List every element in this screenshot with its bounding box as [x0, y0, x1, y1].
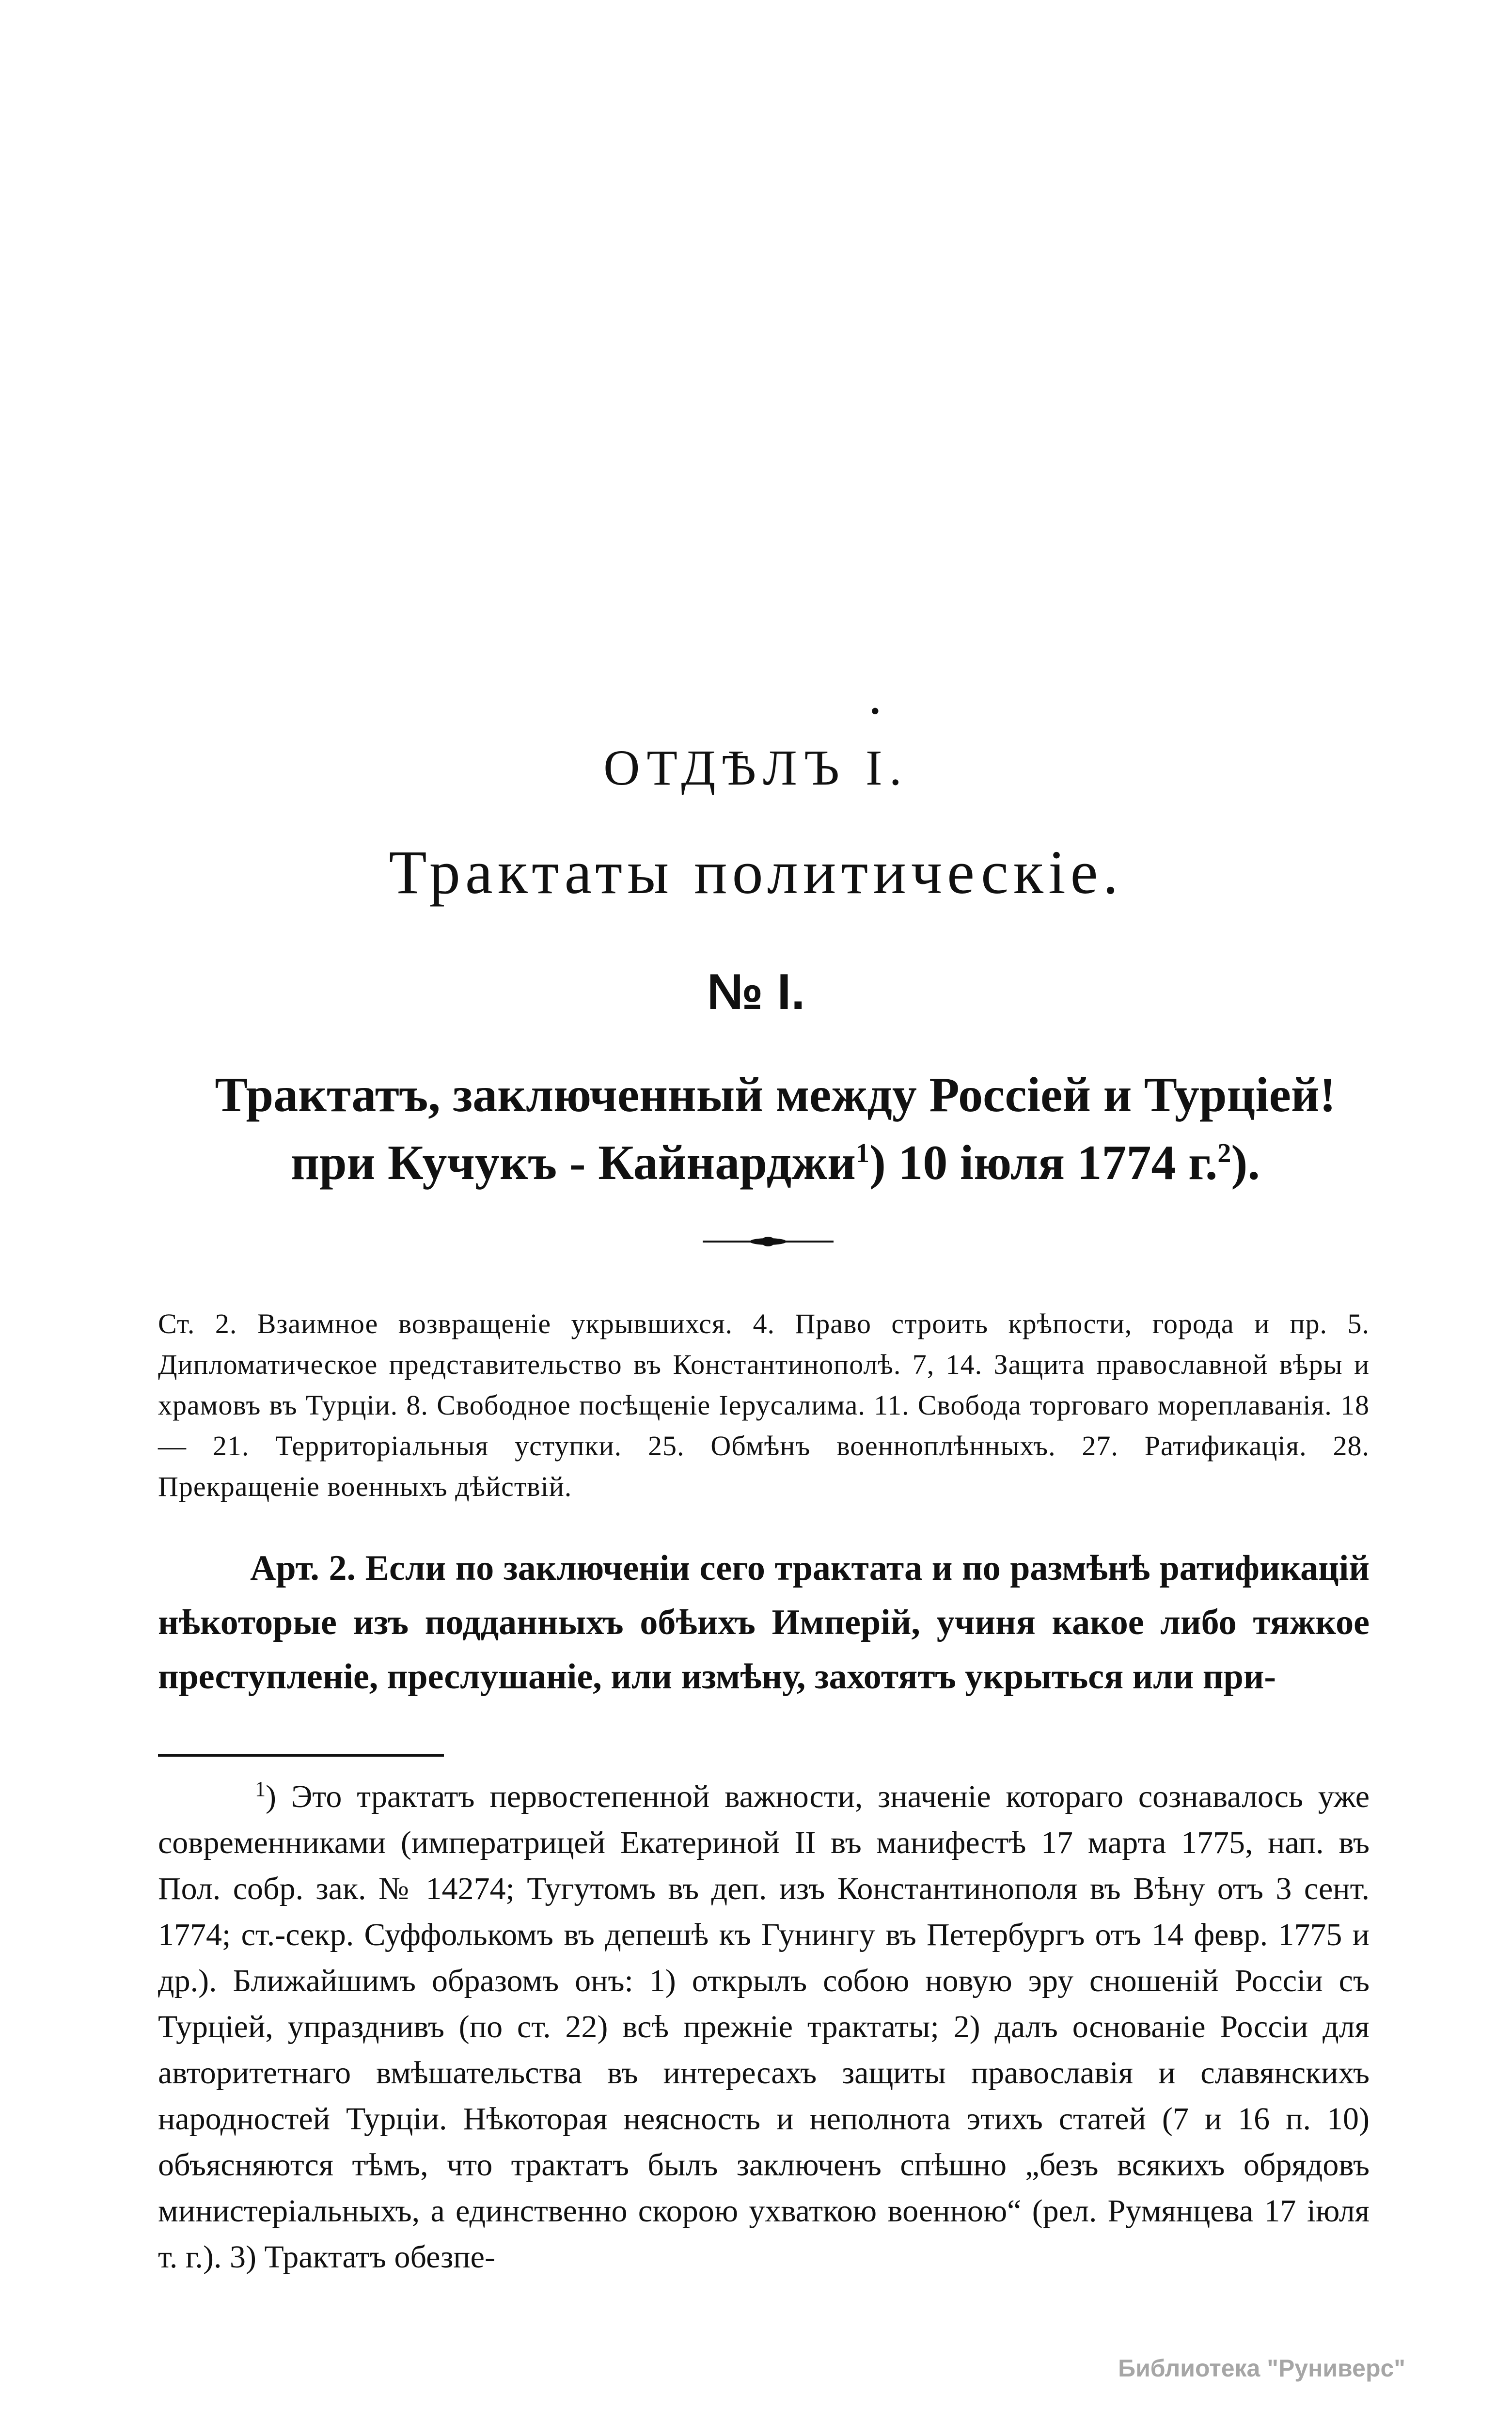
treaty-place: при Кучукъ - Кайнарджи — [291, 1135, 856, 1190]
treaty-title — [184, 1061, 1367, 1197]
treaty-title-end: ). — [1231, 1135, 1260, 1190]
document-number: № I. — [707, 964, 805, 1020]
article-summary: Ст. 2. Взаимное возвращеніе укрывшихся. 4. Право строить крѣпости, города и пр. 5. Дипломатическое представительство въ Константинополѣ. 7, 14. Защита православной вѣры и храмовъ въ Турціи. 8. Свободное посѣщеніе Іерусалима. 11. Свобода торговаго мореплаванія. 18 — 21. Территоріальныя уступки. 25. Обмѣнъ военноплѣнныхъ. 27. Ратификація. 28. Прекращеніе военныхъ дѣйствій. — [158, 1308, 1370, 1502]
article-2-text: Арт. 2. Если по заключеніи сего трактата и по размѣнѣ ратификацій нѣкоторые изъ подданныхъ обѣихъ Имперій, учиня какое либо тяжкое преступленіе, преслушаніе, или измѣну, захотятъ укрыться или при- — [158, 1548, 1370, 1697]
section-heading: ОТДѢЛЪ I. — [603, 740, 909, 796]
treaty-date: ) 10 іюля 1774 г. — [869, 1135, 1218, 1190]
footnote-rule — [158, 1754, 444, 1757]
treaty-title-line-2 — [184, 1129, 1367, 1197]
page-title: Трактаты политическіе. — [389, 838, 1123, 907]
article-2 — [158, 1541, 1370, 1704]
footnote-ref-2[interactable]: 2 — [1217, 1138, 1231, 1168]
footnote-marker: 1 — [255, 1777, 266, 1801]
treaty-title-line-1: Трактатъ, заключенный между Россіей и Турціей! — [215, 1068, 1336, 1122]
footnote-marker-close: ) — [266, 1779, 276, 1814]
library-watermark: Библиотека "Руниверс" — [1118, 2355, 1405, 2382]
ink-mark: • — [870, 696, 880, 726]
footnote-ref-1[interactable]: 1 — [855, 1138, 869, 1168]
footnote-1 — [158, 1774, 1370, 2280]
ornament-divider — [703, 1236, 834, 1247]
footnote-text: Это трактатъ первостепенной важности, значеніе котораго сознавалось уже современниками (императрицей Екатериной II въ манифестѣ 17 марта 1775, нап. въ Пол. собр. зак. № 14274; Тугутомъ въ деп. изъ Константинополя въ Вѣну отъ 3 сент. 1774; ст.-секр. Суффолькомъ въ депешѣ къ Гунингу въ Петербургъ отъ 14 февр. 1775 и др.). Ближайшимъ образомъ онъ: 1) открылъ собою новую эру сношеній Россіи съ Турціей, упразднивъ (по ст. 22) всѣ прежніе трактаты; 2) далъ основаніе Россіи для авторитетнаго вмѣшательства въ интересахъ защиты православія и славянскихъ народностей Турціи. Нѣкоторая неясность и неполнота этихъ статей (7 и 16 п. 10) объясняются тѣмъ, что трактатъ былъ заключенъ спѣшно „безъ всякихъ обрядовъ министеріальныхъ, а единственно скорою ухваткою военною“ (рел. Румянцева 17 іюля т. г.). 3) Трактатъ обезпе- — [158, 1779, 1370, 2275]
